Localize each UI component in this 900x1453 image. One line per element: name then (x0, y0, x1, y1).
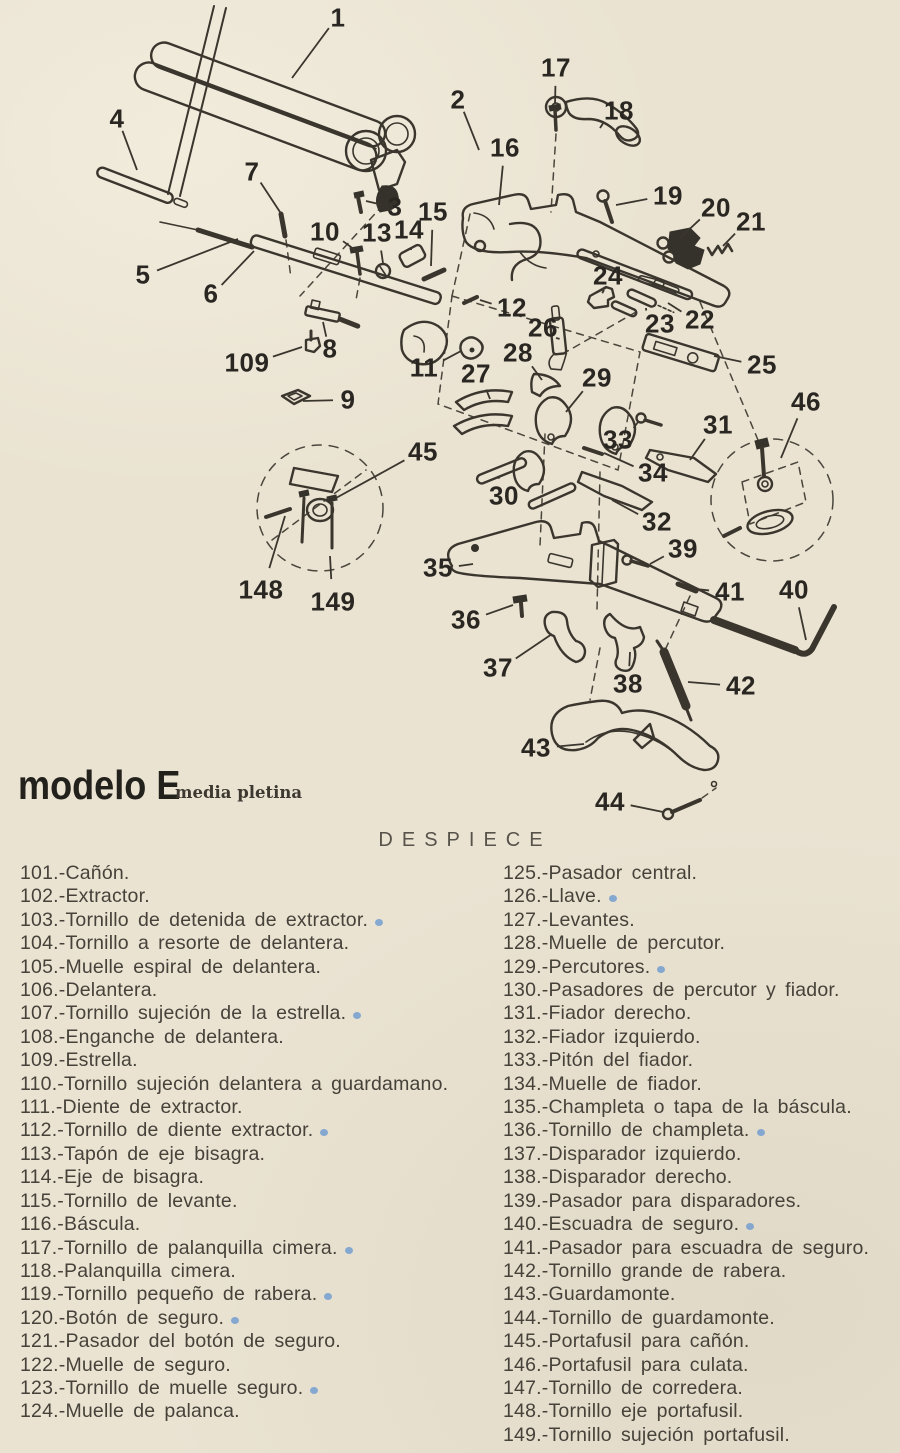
pen-mark-dot (746, 1223, 754, 1230)
callout-23: 23 (645, 308, 675, 339)
callout-109: 109 (224, 347, 270, 378)
callout-7: 7 (244, 156, 260, 187)
parts-list-item-140: 140.-Escuadra de seguro. (503, 1213, 899, 1236)
parts-list-item-147: 147.-Tornillo de corredera. (503, 1376, 744, 1399)
pen-mark-dot (657, 966, 665, 973)
pen-mark-dot (353, 1012, 361, 1019)
callout-20: 20 (701, 192, 731, 223)
callout-8: 8 (322, 333, 338, 364)
callout-43: 43 (521, 732, 551, 763)
parts-list-item-130: 130.-Pasadores de percutor y fiador. (503, 979, 840, 1002)
callout-40: 40 (779, 574, 809, 605)
parts-list-item-135: 135.-Champleta o tapa de la báscula. (503, 1096, 852, 1119)
callout-21: 21 (736, 206, 766, 237)
parts-list-item-141: 141.-Pasador para escuadra de seguro. (503, 1236, 870, 1259)
parts-list-item-111: 111.-Diente de extractor. (20, 1096, 243, 1119)
parts-list-item-103: 103.-Tornillo de detenida de extractor. (20, 909, 466, 932)
parts-list-item-105: 105.-Muelle espiral de delantera. (20, 955, 322, 978)
parts-list-item-117: 117.-Tornillo de palanquilla cimera. (20, 1237, 466, 1260)
callout-6: 6 (203, 278, 219, 309)
section-heading: DESPIECE (378, 829, 552, 851)
parts-list-item-109: 109.-Estrella. (20, 1049, 138, 1072)
parts-list-item-136: 136.-Tornillo de champleta. (503, 1119, 899, 1142)
pen-mark-dot (320, 1129, 328, 1136)
callout-27: 27 (461, 358, 491, 389)
callout-45: 45 (408, 436, 438, 467)
parts-list-item-119: 119.-Tornillo pequeño de rabera. (20, 1283, 466, 1306)
callout-3: 3 (387, 191, 403, 222)
parts-list-item-115: 115.-Tornillo de levante. (20, 1189, 238, 1212)
parts-list-item-125: 125.-Pasador central. (503, 862, 698, 884)
pen-mark-dot (324, 1293, 332, 1300)
callout-1: 1 (330, 2, 346, 33)
pen-mark-dot (345, 1247, 353, 1254)
parts-list-item-131: 131.-Fiador derecho. (503, 1002, 692, 1025)
parts-list-item-146: 146.-Portafusil para culata. (503, 1353, 749, 1376)
callout-15: 15 (418, 196, 448, 227)
parts-list-item-102: 102.-Extractor. (20, 885, 150, 908)
parts-list-item-138: 138.-Disparador derecho. (503, 1166, 733, 1189)
pen-mark-dot (310, 1387, 318, 1394)
callout-35: 35 (423, 552, 453, 583)
callout-9: 9 (340, 384, 356, 415)
callout-22: 22 (685, 304, 715, 335)
parts-list-item-122: 122.-Muelle de seguro. (20, 1353, 231, 1376)
callout-14: 14 (394, 214, 424, 245)
parts-list-left-column (20, 862, 466, 1424)
parts-list-item-143: 143.-Guardamonte. (503, 1283, 676, 1306)
callout-11: 11 (409, 352, 439, 383)
callout-28: 28 (503, 337, 533, 368)
callout-34: 34 (638, 457, 668, 488)
parts-list-item-148: 148.-Tornillo eje portafusil. (503, 1400, 744, 1423)
parts-list-item-129: 129.-Percutores. (503, 956, 899, 979)
callout-10: 10 (310, 216, 340, 247)
callout-16: 16 (490, 132, 520, 163)
callout-41: 41 (715, 576, 745, 607)
parts-list-item-142: 142.-Tornillo grande de rabera. (503, 1259, 787, 1282)
parts-list-item-112: 112.-Tornillo de diente extractor. (20, 1119, 466, 1142)
callout-39: 39 (668, 533, 698, 564)
parts-list-item-101: 101.-Cañón. (20, 862, 130, 884)
parts-list-item-121: 121.-Pasador del botón de seguro. (20, 1330, 341, 1353)
callout-46: 46 (791, 386, 821, 417)
parts-list-right-column (503, 862, 899, 1447)
parts-list-item-120: 120.-Botón de seguro. (20, 1307, 466, 1330)
callout-30: 30 (489, 480, 519, 511)
model-subtitle: media pletina (175, 783, 303, 802)
callout-31: 31 (703, 409, 733, 440)
callout-25: 25 (747, 349, 777, 380)
parts-list-item-118: 118.-Palanquilla cimera. (20, 1259, 237, 1282)
parts-list-item-128: 128.-Muelle de percutor. (503, 932, 726, 955)
parts-list-item-127: 127.-Levantes. (503, 908, 635, 931)
pen-mark-dot (757, 1129, 765, 1136)
parts-list-item-104: 104.-Tornillo a resorte de delantera. (20, 932, 350, 955)
callout-44: 44 (595, 786, 625, 817)
parts-list-item-107: 107.-Tornillo sujeción de la estrella. (20, 1002, 466, 1025)
callout-148: 148 (238, 574, 284, 605)
parts-list-item-108: 108.-Enganche de delantera. (20, 1025, 284, 1048)
callout-19: 19 (653, 180, 683, 211)
callout-18: 18 (604, 95, 634, 126)
callout-38: 38 (613, 668, 643, 699)
parts-list-item-137: 137.-Disparador izquierdo. (503, 1142, 742, 1165)
callout-29: 29 (582, 362, 612, 393)
parts-list-item-110: 110.-Tornillo sujeción delantera a guardamano. (20, 1072, 449, 1095)
pen-mark-dot (609, 895, 617, 902)
callout-33: 33 (603, 424, 633, 455)
callout-149: 149 (310, 586, 356, 617)
callout-5: 5 (135, 259, 151, 290)
parts-list-item-144: 144.-Tornillo de guardamonte. (503, 1306, 775, 1329)
parts-list-item-132: 132.-Fiador izquierdo. (503, 1025, 701, 1048)
parts-list-item-149: 149.-Tornillo sujeción portafusil. (503, 1423, 790, 1446)
parts-list-item-133: 133.-Pitón del fiador. (503, 1049, 694, 1072)
callout-24: 24 (593, 260, 623, 291)
callout-42: 42 (726, 670, 756, 701)
parts-list-item-114: 114.-Eje de bisagra. (20, 1166, 205, 1189)
pen-mark-dot (375, 919, 383, 926)
callout-17: 17 (541, 52, 571, 83)
callout-32: 32 (642, 506, 672, 537)
parts-list-item-126: 126.-Llave. (503, 885, 899, 908)
parts-list-item-116: 116.-Báscula. (20, 1213, 141, 1236)
parts-list-item-113: 113.-Tapón de eje bisagra. (20, 1142, 266, 1165)
parts-list-item-124: 124.-Muelle de palanca. (20, 1400, 240, 1423)
callout-13: 13 (362, 217, 392, 248)
parts-list-item-145: 145.-Portafusil para cañón. (503, 1330, 750, 1353)
parts-list-item-123: 123.-Tornillo de muelle seguro. (20, 1377, 466, 1400)
callout-26: 26 (528, 312, 558, 343)
callout-2: 2 (450, 84, 466, 115)
pen-mark-dot (231, 1317, 239, 1324)
model-title: modelo E (18, 762, 181, 808)
parts-list-item-134: 134.-Muelle de fiador. (503, 1072, 702, 1095)
callout-4: 4 (109, 103, 125, 134)
callout-12: 12 (497, 292, 527, 323)
callout-37: 37 (483, 652, 513, 683)
callout-36: 36 (451, 604, 481, 635)
parts-list-item-106: 106.-Delantera. (20, 979, 158, 1002)
parts-list-item-139: 139.-Pasador para disparadores. (503, 1189, 802, 1212)
